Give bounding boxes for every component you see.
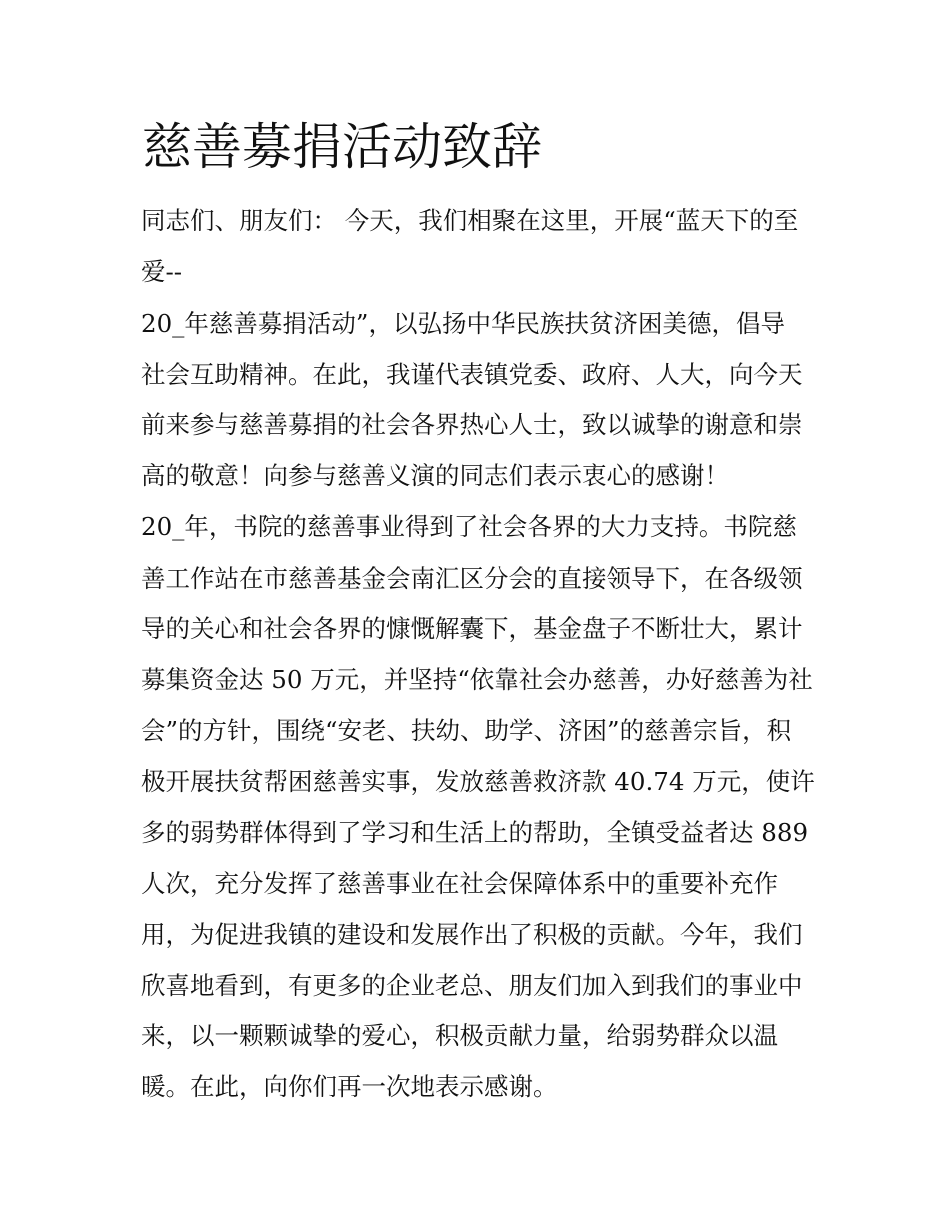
body-line: 爱-- <box>141 257 183 286</box>
body-line: 高的敬意！向参与慈善义演的同志们表示衷心的感谢！ <box>141 461 729 490</box>
body-line: 来，以一颗颗诚挚的爱心，积极贡献力量，给弱势群众以温 <box>141 1021 778 1050</box>
body-line: 善工作站在市慈善基金会南汇区分会的直接领导下，在各级领 <box>141 564 803 593</box>
body-line: 会”的方针，围绕“安老、扶幼、助学、济困”的慈善宗旨，积 <box>141 716 792 745</box>
body-line: 极开展扶贫帮困慈善实事，发放慈善救济款 40.74 万元，使许 <box>141 767 815 796</box>
body-line: 同志们、朋友们： 今天，我们相聚在这里，开展“蓝天下的至 <box>141 206 799 235</box>
body-line: 社会互助精神。在此，我谨代表镇党委、政府、人大，向今天 <box>141 360 803 389</box>
body-line: 暖。在此，向你们再一次地表示感谢。 <box>141 1072 558 1101</box>
body-line: 导的关心和社会各界的慷慨解囊下，基金盘子不断壮大，累计 <box>141 614 803 643</box>
document-title: 慈善募捐活动致辞 <box>142 118 542 176</box>
body-line: 募集资金达 50 万元，并坚持“依靠社会办慈善，办好慈善为社 <box>141 665 813 694</box>
body-line: 前来参与慈善募捐的社会各界热心人士，致以诚挚的谢意和崇 <box>141 410 803 439</box>
body-line: 多的弱势群体得到了学习和生活上的帮助，全镇受益者达 889 <box>141 818 809 847</box>
body-line: 20_年，书院的慈善事业得到了社会各界的大力支持。书院慈 <box>141 512 797 541</box>
body-line: 用，为促进我镇的建设和发展作出了积极的贡献。今年，我们 <box>141 920 803 949</box>
body-line: 欣喜地看到，有更多的企业老总、朋友们加入到我们的事业中 <box>141 971 803 1000</box>
body-line: 20_年慈善募捐活动”，以弘扬中华民族扶贫济困美德，倡导 <box>141 309 785 338</box>
body-line: 人次，充分发挥了慈善事业在社会保障体系中的重要补充作 <box>141 869 778 898</box>
